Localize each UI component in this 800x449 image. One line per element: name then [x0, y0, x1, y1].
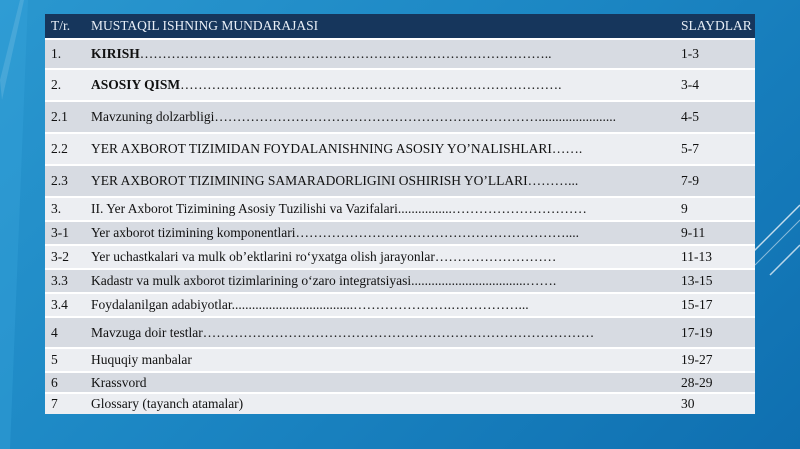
- row-number: 3.4: [45, 293, 85, 317]
- row-number: 2.3: [45, 165, 85, 197]
- header-slides: SLAYDLAR: [675, 14, 755, 39]
- row-number: 2.: [45, 69, 85, 101]
- row-leader-dots: ………………………: [434, 249, 557, 264]
- row-slides: 3-4: [675, 69, 755, 101]
- row-slides: 7-9: [675, 165, 755, 197]
- contents-table: [45, 14, 755, 414]
- row-title: Foydalanilgan adabiyotlar: [91, 297, 232, 312]
- row-number: 4: [45, 317, 85, 348]
- table-row: [45, 348, 755, 372]
- table-row: [45, 101, 755, 133]
- row-slides: 5-7: [675, 133, 755, 165]
- row-number: 5: [45, 348, 85, 372]
- row-number: 3-2: [45, 245, 85, 269]
- row-number: 3-1: [45, 221, 85, 245]
- table-row: [45, 293, 755, 317]
- row-leader-dots: ..................................…….: [411, 273, 557, 288]
- row-leader-dots: ……………………………………………………....: [295, 225, 579, 240]
- row-slides: 28-29: [675, 372, 755, 393]
- row-number: 2.2: [45, 133, 85, 165]
- row-title: Kadastr va mulk axborot tizimlarining o‘zaro integratsiyasi: [91, 273, 412, 288]
- row-title: Glossary (tayanch atamalar): [91, 396, 244, 411]
- row-slides: 11-13: [675, 245, 755, 269]
- row-title-cell: [85, 197, 675, 221]
- row-number: 3.: [45, 197, 85, 221]
- row-number: 7: [45, 393, 85, 414]
- row-title: II. Yer Axborot Tizimining Asosiy Tuzilishi va Vazifalari: [91, 201, 398, 216]
- row-title-cell: [85, 133, 675, 165]
- row-title-cell: [85, 165, 675, 197]
- row-title: YER AXBOROT TIZIMIDAN FOYDALANISHNING ASOSIY YO’NALISHLARI: [91, 141, 552, 156]
- table-row: [45, 221, 755, 245]
- background-decoration-left: [0, 0, 40, 449]
- row-leader-dots: ………………………………………………………………………………..: [139, 46, 552, 61]
- row-slides: 30: [675, 393, 755, 414]
- row-title: Yer axborot tizimining komponentlari: [91, 225, 296, 240]
- table-row: [45, 393, 755, 414]
- row-number: 1.: [45, 39, 85, 69]
- row-slides: 4-5: [675, 101, 755, 133]
- row-title-cell: [85, 245, 675, 269]
- table-body: [45, 39, 755, 414]
- row-slides: 17-19: [675, 317, 755, 348]
- header-number: T/r.: [45, 14, 85, 39]
- row-leader-dots: …….: [551, 141, 583, 156]
- row-leader-dots: ………………………………………………………………………….: [180, 77, 562, 92]
- row-title: YER AXBOROT TIZIMINING SAMARADORLIGINI OSHIRISH YO’LLARI: [91, 173, 528, 188]
- row-title: Yer uchastkalari va mulk ob’ektlarini ro‘yxatga olish jarayonlar: [91, 249, 435, 264]
- row-slides: 9: [675, 197, 755, 221]
- row-title-cell: [85, 348, 675, 372]
- row-title-cell: [85, 221, 675, 245]
- table-row: [45, 197, 755, 221]
- row-title-cell: [85, 317, 675, 348]
- header-title: MUSTAQIL ISHNING MUNDARAJASI: [85, 14, 675, 39]
- table-row: [45, 165, 755, 197]
- row-title-cell: [85, 293, 675, 317]
- table-row: [45, 245, 755, 269]
- table-row: [45, 372, 755, 393]
- row-leader-dots: ……………………………………………………………………………: [202, 324, 595, 340]
- row-title: Mavzuning dolzarbligi: [91, 109, 215, 124]
- row-leader-dots: ………...: [527, 173, 579, 188]
- table-header: [45, 14, 755, 39]
- row-number: 2.1: [45, 101, 85, 133]
- row-leader-dots: ……………………………………………………………….......................: [214, 109, 616, 124]
- row-slides: 13-15: [675, 269, 755, 293]
- row-number: 6: [45, 372, 85, 393]
- row-title: Krassvord: [91, 374, 147, 390]
- row-title-cell: [85, 393, 675, 414]
- row-title-cell: [85, 269, 675, 293]
- table-row: [45, 317, 755, 348]
- row-title: KIRISH: [91, 46, 140, 61]
- row-slides: 15-17: [675, 293, 755, 317]
- row-slides: 9-11: [675, 221, 755, 245]
- table-row: [45, 69, 755, 101]
- row-title-cell: [85, 69, 675, 101]
- row-number: 3.3: [45, 269, 85, 293]
- row-leader-dots: ....................................………………….……………...: [231, 297, 529, 312]
- row-title: ASOSIY QISM: [91, 77, 181, 92]
- row-title-cell: [85, 39, 675, 69]
- table-row: [45, 39, 755, 69]
- table-row: [45, 269, 755, 293]
- row-title: Mavzuga doir testlar: [91, 324, 203, 340]
- row-leader-dots: ................…………………………: [397, 201, 587, 216]
- table-row: [45, 133, 755, 165]
- row-slides: 1-3: [675, 39, 755, 69]
- row-slides: 19-27: [675, 348, 755, 372]
- row-title: Huquqiy manbalar: [91, 352, 192, 367]
- row-title-cell: [85, 101, 675, 133]
- row-title-cell: [85, 372, 675, 393]
